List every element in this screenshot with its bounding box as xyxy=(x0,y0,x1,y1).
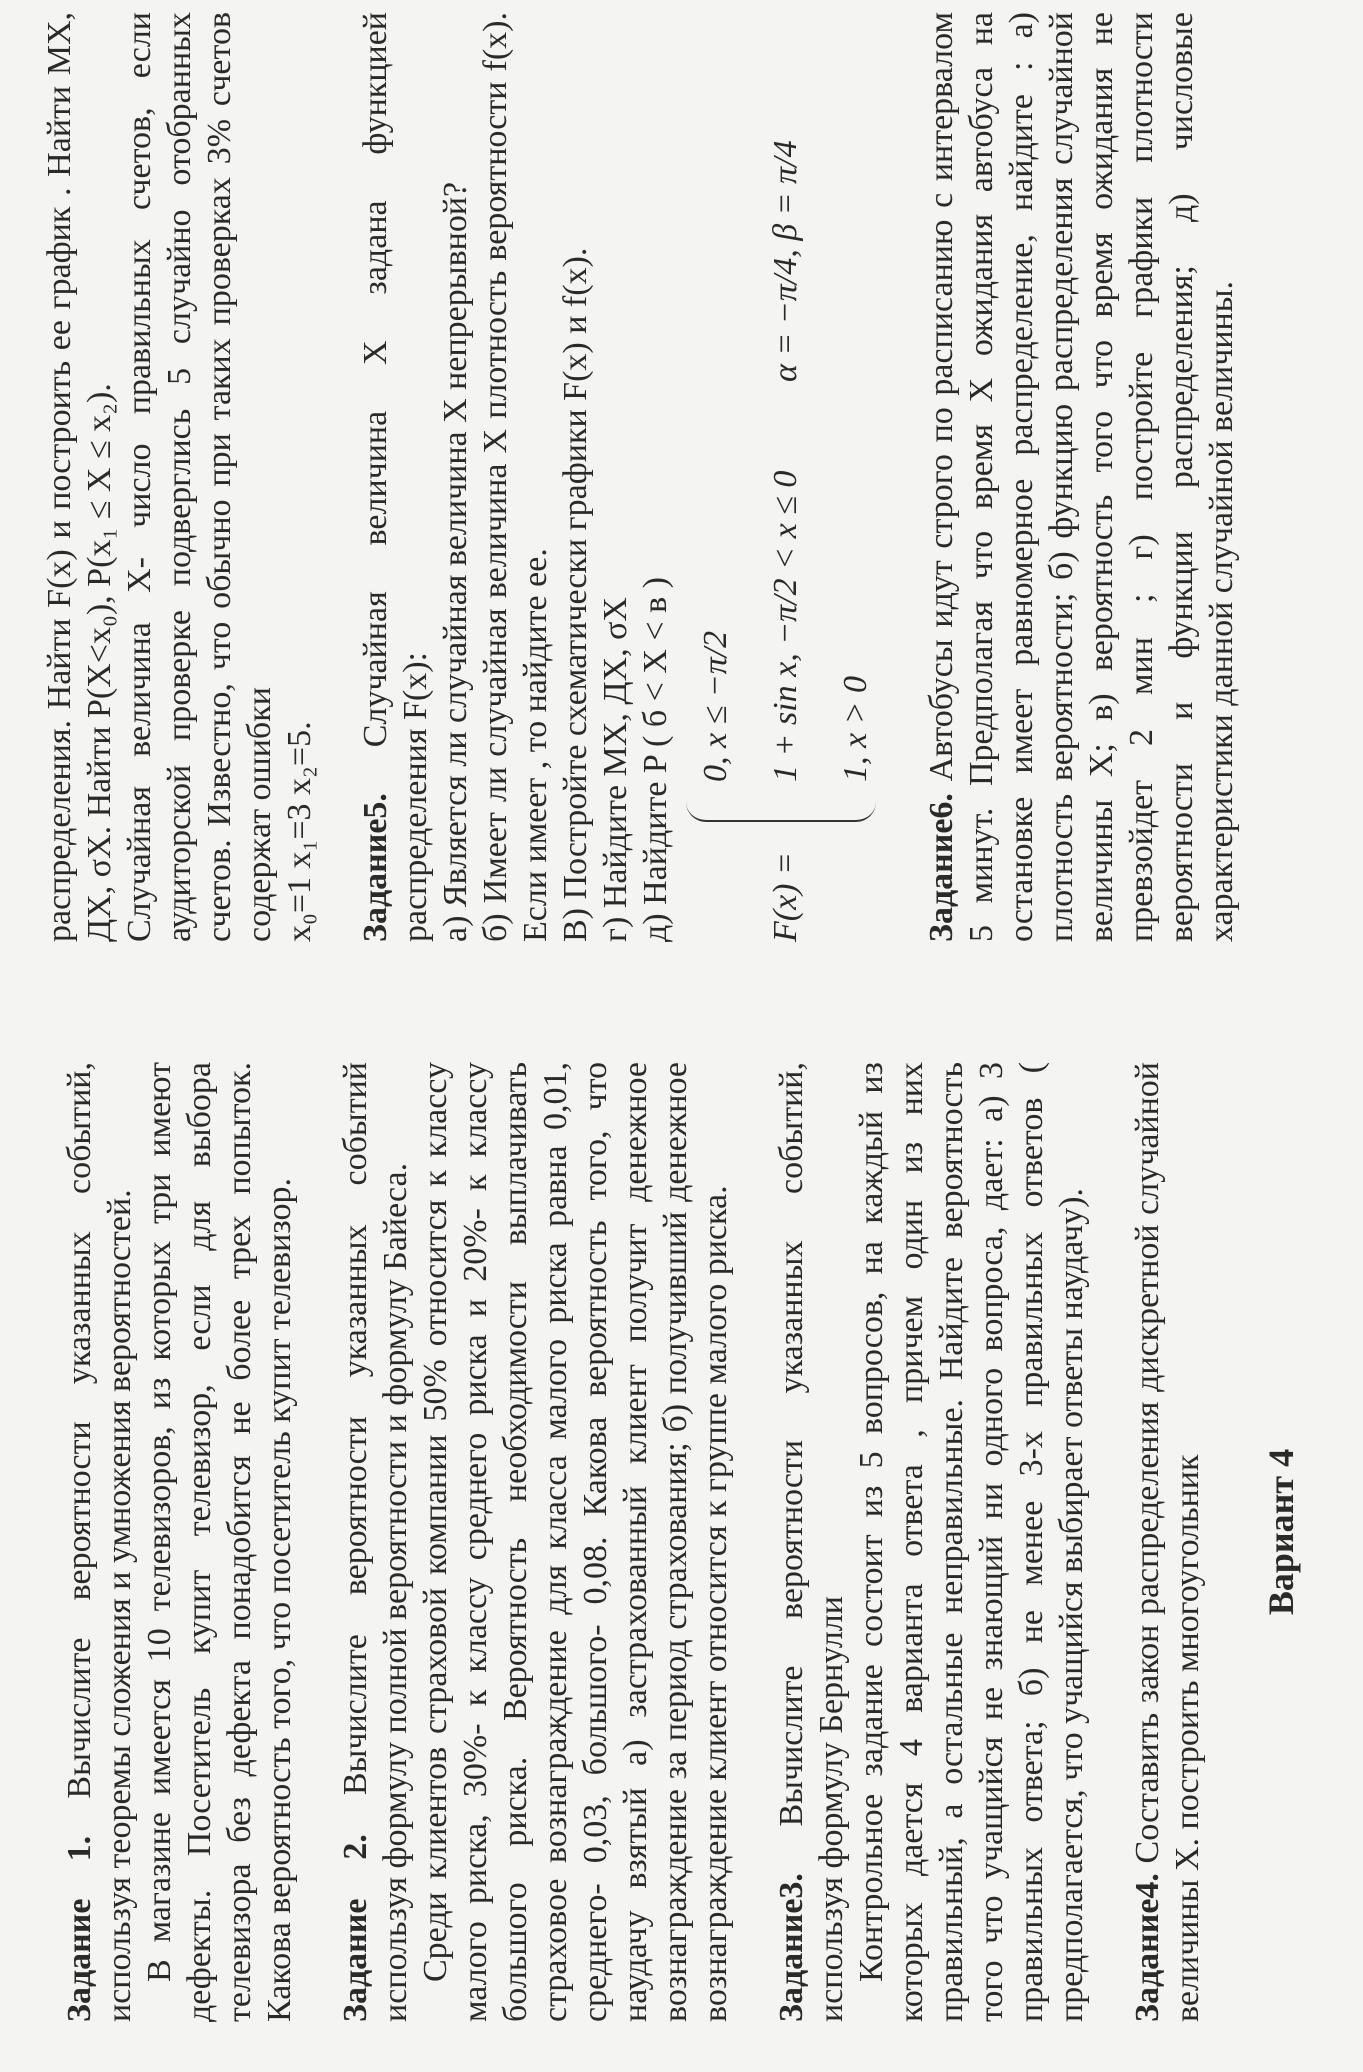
formula-brace xyxy=(686,796,876,822)
left-column xyxy=(60,1062,1244,2022)
task-6 xyxy=(922,12,1242,942)
task-1-body: В магазине имеется 10 телевизоров, из которых три имеют дефекты. Посетитель купит телевизор, если для выбора телевизора без дефекта понадобится не более трех попыток. Какова вероятность того, что посетитель купит телевизор. xyxy=(141,1062,298,2022)
task-3 xyxy=(772,1062,1092,2022)
task-1-label: Задание 1. xyxy=(61,1835,98,2022)
task-5 xyxy=(356,12,886,942)
formula-case-3: 1, x > 0 xyxy=(837,675,874,782)
task-5-label: Задание5. xyxy=(357,793,394,942)
task-4-label: Задание4. xyxy=(1129,1873,1166,2022)
task-5-item-b: б) Имеет ли случайная величина Х плотность вероятности f(x). Если имеет , то найдите ее. xyxy=(477,12,554,942)
task-2-body: Среди клиентов страховой компании 50% относится к классу малого риска, 30%- к классу среднего риска и 20%- к классу большого риска. Вероятность необходимости выплачивать страховое вознаграждение для класса малого риска равна 0,01, среднего- 0,03, большого- 0,08. Какова вероятность того, что наудачу взятый а) застрахованный клиент получит денежное вознаграждение за период страхования; б) получивший денежное вознаграждение клиент относится к группе малого риска. xyxy=(417,1062,734,2022)
formula-params: α = −π/4, β = π/4 xyxy=(767,140,804,382)
task-1-text: Вычислите вероятности указанных событий, используя теоремы сложения и умножения вероятностей. xyxy=(61,1062,138,2022)
task-5-item-v: В) Постройте схематически графики F(x) и f(x). xyxy=(557,247,594,942)
continuation-text-2: Случайная величина Х- число правильных счетов, если аудиторской проверке подверглись 5 случайно отобранных счетов. Известно, что обычно при таких проверках 3% счетов содержат ошибки xyxy=(121,12,278,942)
task-2-text: Вычислите вероятности указанных событий используя формулу полной вероятности и формулу Байеса. xyxy=(337,1061,414,2022)
task-2 xyxy=(336,1062,736,2022)
task-6-label: Задание6. xyxy=(923,793,960,942)
task-1 xyxy=(60,1062,300,2022)
task-3-text: Вычислите вероятности указанных событий, используя формулу Бернулли xyxy=(773,1062,850,2022)
task-4 xyxy=(1128,1062,1208,2022)
task-2-label: Задание 2. xyxy=(337,1834,374,2022)
variant-title: Вариант 4 xyxy=(1261,1448,1301,1616)
task-5-text: Случайная величина Х задана функцией распределения F(x): xyxy=(357,11,434,942)
distribution-formula xyxy=(686,12,886,942)
continuation-text: распределения. Найти F(x) и построить ее график . Найти МХ, ДХ, σХ. Найти P(X<x₀), P(x₁ ≤ X ≤ x₂). xyxy=(41,12,118,942)
task-6-text: Автобусы идут строго по расписанию с интервалом 5 минут. Предполагая что время Х ожидания автобуса на остановке имеет равномерное распределение, найдите : а) плотность вероятности; б) функцию распределения случайной величины Х; в) вероятность того что время ожидания не превзойдет 2 мин ; г) постройте графики плотности вероятности и функции распределения; д) числовые характеристики данной случайной величины. xyxy=(923,11,1240,942)
task-4-continuation xyxy=(40,12,320,942)
task-4-text: Составить закон распределения дискретной случайной величины Х. построить многоугольник xyxy=(1129,1062,1206,2022)
task-5-item-d: д) Найдите P ( б < X < в ) xyxy=(637,577,674,942)
task-5-item-a: а) Является ли случайная величина Х непрерывной? xyxy=(437,181,474,942)
continuation-values: x₀=1 x₁=3 x₂=5. xyxy=(281,721,318,942)
task-5-item-g: г) Найдите МХ, ДХ, σХ xyxy=(597,597,634,942)
task-3-body: Контрольное задание состоит из 5 вопросов, на каждый из которых дается 4 варианта ответа , причем один из них правильный, а остальные неправильные. Найдите вероятность того что учащийся не знающий ни одного вопроса, дает: а) 3 правильных ответа; б) не менее 3-х правильных ответов ( предполагается, что учащийся выбирает ответы наудачу). xyxy=(853,1062,1090,2022)
formula-lhs: F(x) = xyxy=(767,852,804,942)
formula-case-2: 1 + sin x, −π/2 < x ≤ 0 xyxy=(767,470,804,782)
right-column xyxy=(40,12,1278,942)
formula-case-1: 0, x ≤ −π/2 xyxy=(697,630,734,782)
task-3-label: Задание3. xyxy=(773,1873,810,2022)
